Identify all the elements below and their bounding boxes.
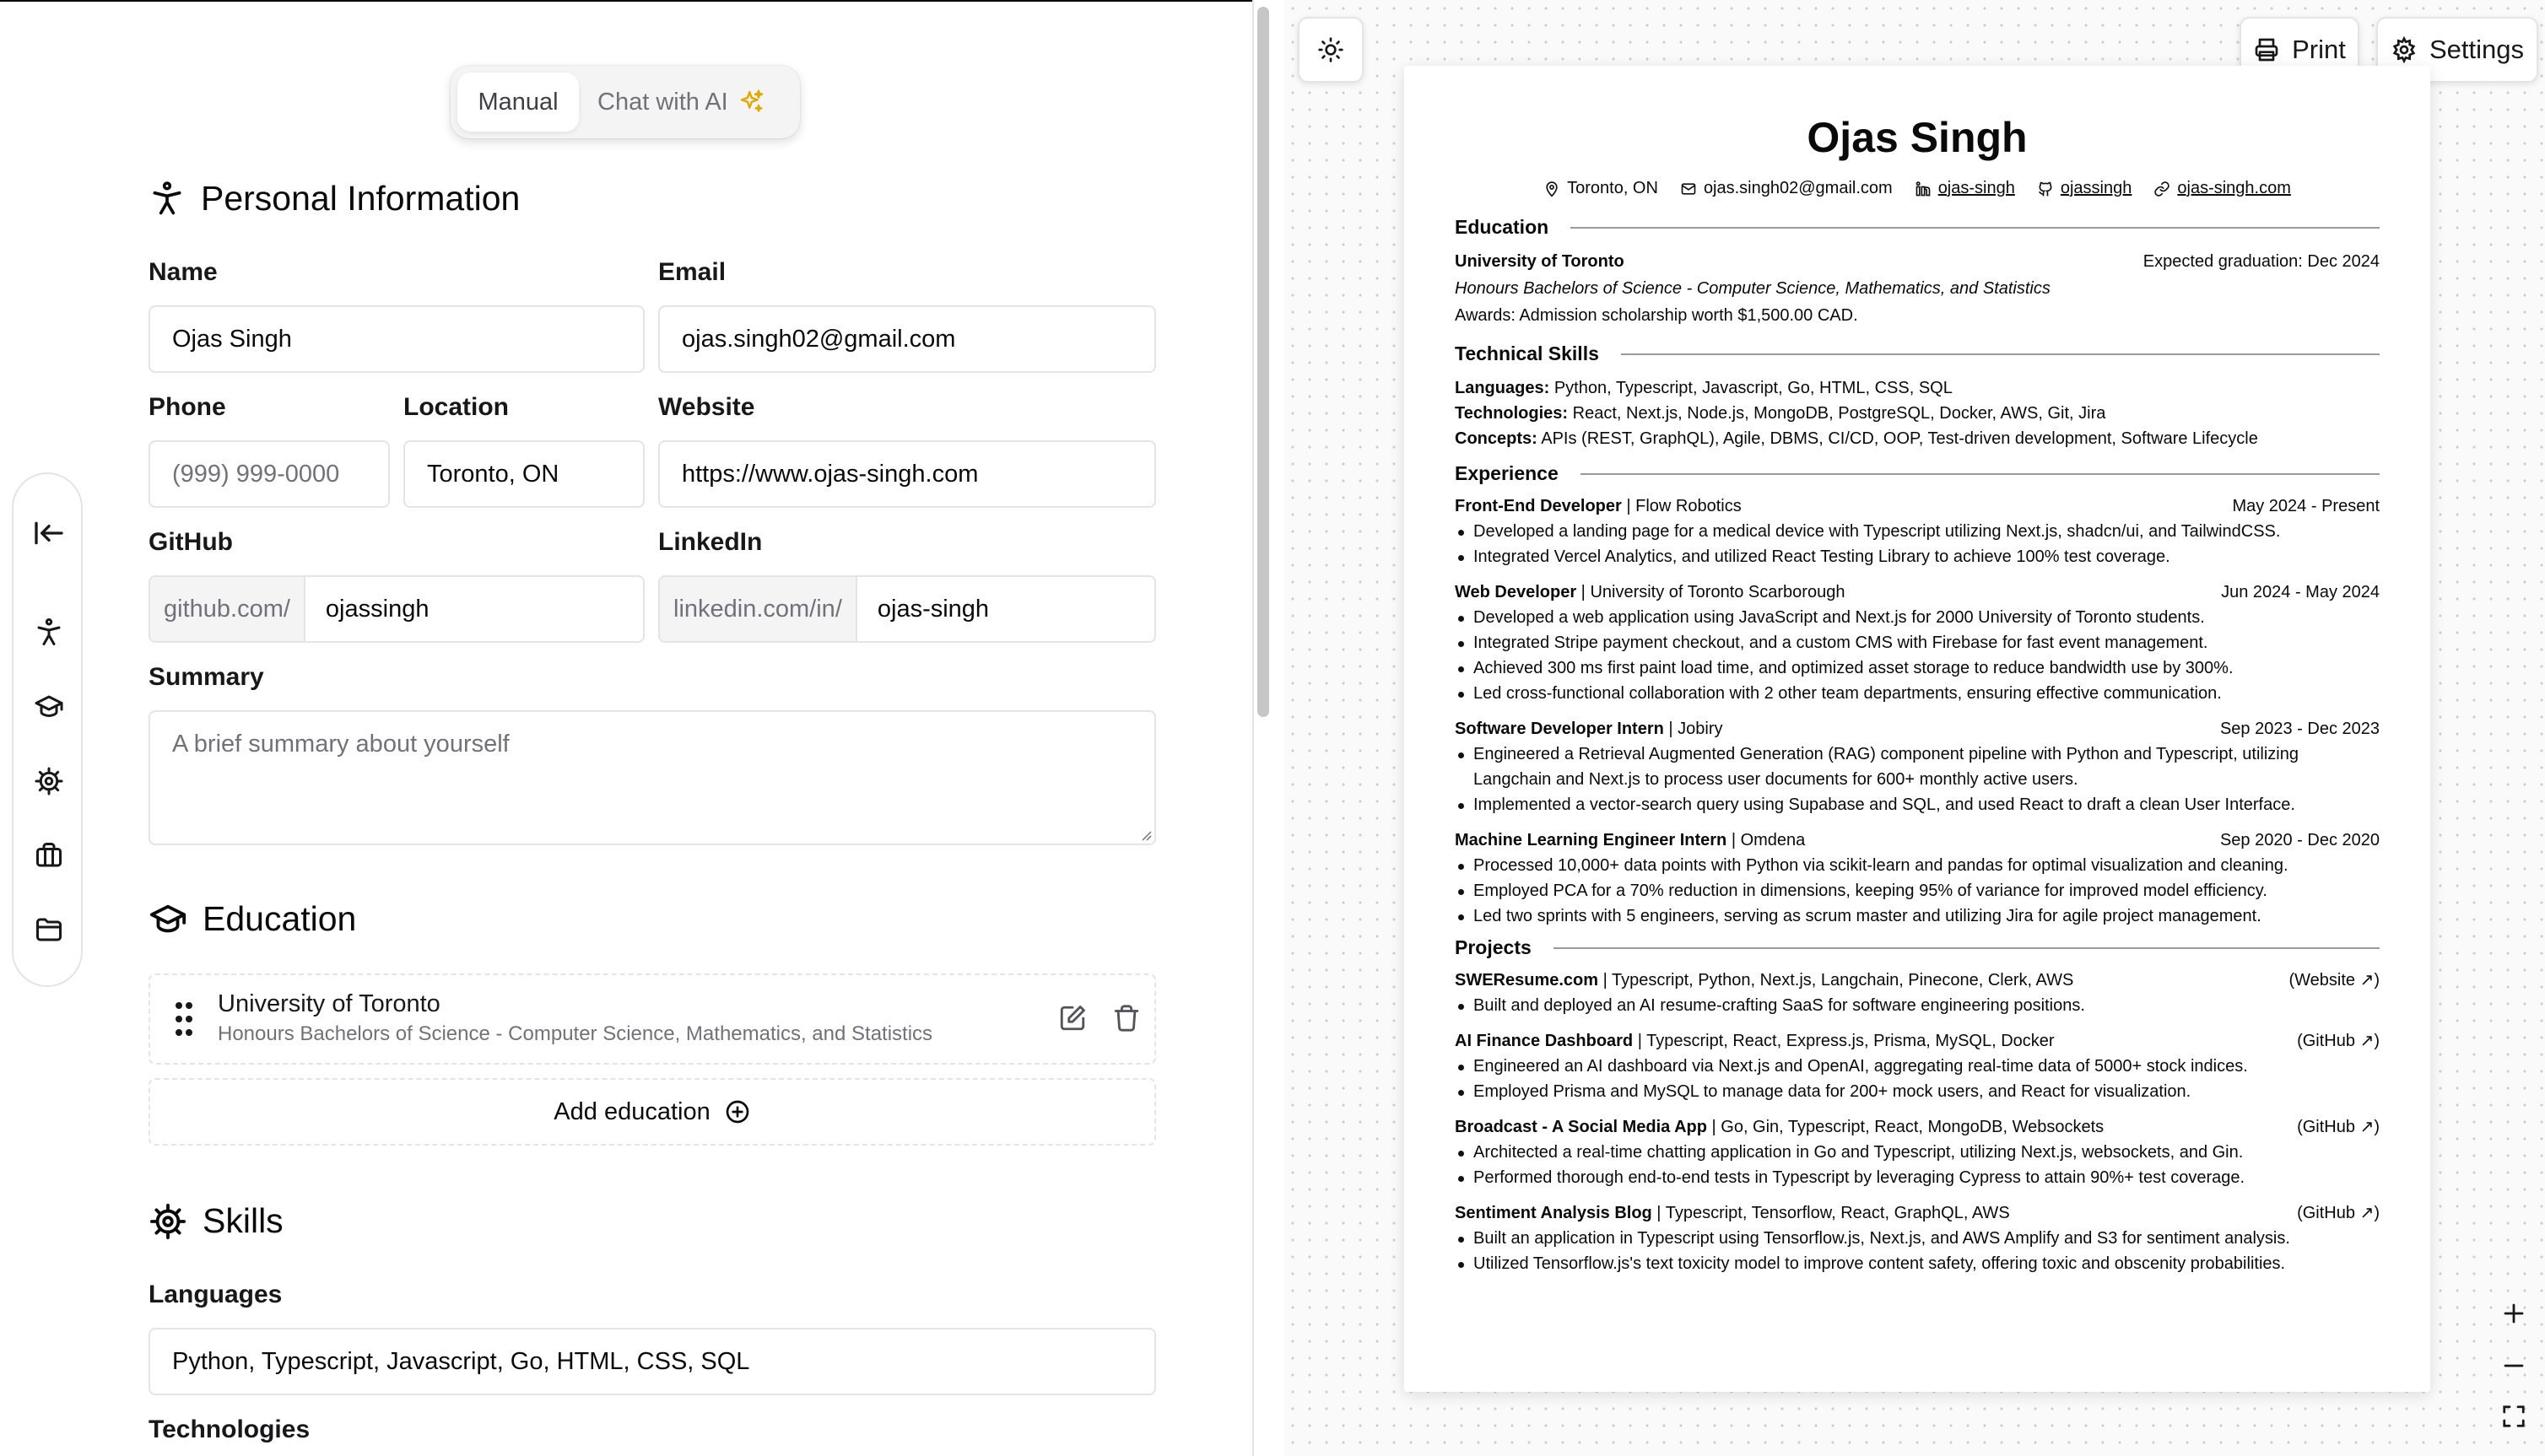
experience-date: Sep 2023 - Dec 2023 bbox=[2219, 720, 2380, 738]
experience-row: Front-End Developer | Flow Robotics May 2024 - Present bbox=[1455, 497, 2380, 515]
education-entry-school: University of Toronto bbox=[218, 990, 440, 1017]
linkedin-prefix: linkedin.com/in/ bbox=[660, 577, 857, 641]
experience-role: Web Developer bbox=[1455, 583, 1577, 601]
theme-toggle-button[interactable] bbox=[1298, 17, 1364, 83]
personal-section-title: Personal Information bbox=[201, 179, 521, 218]
education-section-heading bbox=[149, 899, 356, 939]
section-rule bbox=[1580, 473, 2380, 475]
resume-projects-heading bbox=[1455, 936, 2380, 959]
resume-edu-awards: Awards: Admission scholarship worth $1,500.00 CAD. bbox=[1455, 306, 1858, 325]
education-section-title: Education bbox=[203, 899, 357, 938]
name-label: Name bbox=[149, 258, 218, 286]
summary-label: Summary bbox=[149, 663, 264, 691]
project-name: SWEResume.com bbox=[1455, 971, 1599, 990]
phone-label: Phone bbox=[149, 393, 226, 421]
experience-bullet: Processed 10,000+ data points with Python via scikit-learn and pandas for optimal visualization and cleaning. bbox=[1455, 855, 2288, 877]
resume-education-heading bbox=[1455, 216, 2380, 239]
resume-skill-row bbox=[1455, 429, 2380, 450]
name-input[interactable]: Ojas Singh bbox=[149, 305, 645, 373]
skill-value: Python, Typescript, Javascript, Go, HTML, CSS, SQL bbox=[1553, 379, 1953, 397]
github-prefix: github.com/ bbox=[150, 577, 305, 641]
plus-circle-icon bbox=[724, 1098, 751, 1125]
experience-role: Machine Learning Engineer Intern bbox=[1455, 831, 1727, 849]
project-link[interactable]: (GitHub ↗) bbox=[2297, 1032, 2380, 1050]
project-bullet: Employed Prisma and MySQL to manage data for 200+ mock users, and React for visualization. bbox=[1455, 1081, 2191, 1103]
link-icon bbox=[2153, 181, 2170, 197]
chat-with-ai-tab[interactable] bbox=[586, 73, 777, 132]
arrow-up-right-icon: ↗ bbox=[2359, 1118, 2375, 1136]
project-link[interactable]: (GitHub ↗) bbox=[2297, 1204, 2380, 1222]
education-entry-degree: Honours Bachelors of Science - Computer Science, Mathematics, and Statistics bbox=[218, 1022, 933, 1045]
resume-contact bbox=[1404, 179, 2430, 198]
project-row: Broadcast - A Social Media App | Go, Gin, Typescript, React, MongoDB, Websockets (GitHub ↗) bbox=[1455, 1118, 2380, 1136]
gear-icon bbox=[2391, 36, 2418, 63]
folder-icon[interactable] bbox=[30, 911, 68, 948]
project-row: SWEResume.com | Typescript, Python, Next.js, Langchain, Pinecone, Clerk, AWS (Website ↗) bbox=[1455, 971, 2380, 990]
linkedin-label: LinkedIn bbox=[658, 528, 763, 556]
email-label: Email bbox=[658, 258, 727, 286]
project-bullet: Architected a real-time chatting application in Go and Typescript, utilizing Next.js, websockets, and Gin. bbox=[1455, 1142, 2243, 1164]
resume-experience-heading bbox=[1455, 462, 2380, 485]
project-bullet: Performed thorough end-to-end tests in Typescript by leveraging Cypress to attain 90%+ test coverage. bbox=[1455, 1167, 2245, 1189]
experience-bullet: Developed a landing page for a medical device with Typescript utilizing Next.js, shadcn/ui, and TailwindCSS. bbox=[1455, 521, 2280, 543]
project-stack: Go, Gin, Typescript, React, MongoDB, Websockets bbox=[1721, 1118, 2105, 1136]
print-label: Print bbox=[2292, 35, 2346, 64]
section-nav bbox=[12, 472, 83, 987]
accessibility-icon bbox=[149, 181, 186, 218]
skill-label: Technologies: bbox=[1455, 404, 1569, 423]
chat-tab-label: Chat with AI bbox=[597, 88, 728, 116]
linkedin-icon bbox=[1915, 181, 1932, 197]
resume-education-heading-text: Education bbox=[1455, 216, 1549, 238]
graduation-cap-icon bbox=[149, 900, 187, 939]
trash-icon[interactable] bbox=[1112, 1004, 1141, 1033]
scrollbar-thumb[interactable] bbox=[1257, 7, 1269, 717]
experience-role: Front-End Developer bbox=[1455, 497, 1622, 515]
experience-bullet: Engineered a Retrieval Augmented Generation (RAG) component pipeline with Python and Typescript, utilizing bbox=[1455, 744, 2299, 766]
resume-page bbox=[1404, 66, 2430, 1392]
project-link-label: GitHub bbox=[2302, 1204, 2355, 1222]
settings-label: Settings bbox=[2429, 35, 2524, 64]
project-bullet: Built an application in Typescript using Tensorflow.js, Next.js, and AWS Amplify and S3 for sentiment analysis. bbox=[1455, 1228, 2290, 1250]
resume-projects-heading-text: Projects bbox=[1455, 936, 1532, 958]
project-link[interactable]: (Website ↗) bbox=[2288, 971, 2380, 990]
cog-icon bbox=[149, 1202, 187, 1241]
contact-linkedin[interactable] bbox=[1915, 179, 2015, 198]
personal-section-heading bbox=[149, 179, 520, 218]
project-link-label: GitHub bbox=[2302, 1118, 2355, 1136]
technologies-label: Technologies bbox=[149, 1416, 311, 1443]
editor-panel bbox=[0, 0, 1252, 1456]
accessibility-icon[interactable] bbox=[30, 614, 68, 651]
sun-icon bbox=[1317, 36, 1344, 63]
drag-handle-icon[interactable] bbox=[174, 1000, 194, 1038]
resume-skills-heading-text: Technical Skills bbox=[1455, 342, 1599, 364]
zoom-controls bbox=[2486, 1291, 2542, 1441]
resume-skill-row bbox=[1455, 378, 2380, 400]
contact-website[interactable] bbox=[2153, 179, 2291, 198]
phone-input[interactable]: (999) 999-0000 bbox=[149, 440, 390, 508]
section-rule bbox=[1621, 353, 2380, 355]
contact-location-text: Toronto, ON bbox=[1567, 179, 1658, 197]
project-bullet: Built and deployed an AI resume-crafting SaaS for software engineering positions. bbox=[1455, 995, 2085, 1017]
skill-value: React, Next.js, Node.js, MongoDB, PostgreSQL, Docker, AWS, Git, Jira bbox=[1572, 404, 2106, 423]
section-rule bbox=[1553, 947, 2380, 949]
project-link-label: GitHub bbox=[2302, 1032, 2355, 1050]
add-education-button[interactable] bbox=[149, 1078, 1156, 1146]
resume-skills-heading bbox=[1455, 342, 2380, 365]
contact-linkedin-text: ojas-singh bbox=[1937, 179, 2015, 197]
experience-bullet: Integrated Vercel Analytics, and utilized React Testing Library to achieve 100% test coverage. bbox=[1455, 547, 2170, 569]
project-link[interactable]: (GitHub ↗) bbox=[2297, 1118, 2380, 1136]
project-name: Sentiment Analysis Blog bbox=[1455, 1204, 1652, 1222]
location-label: Location bbox=[403, 393, 509, 421]
experience-bullet: Integrated Stripe payment checkout, and a custom CMS with Firebase for fast event management. bbox=[1455, 633, 2207, 655]
arrow-up-right-icon: ↗ bbox=[2359, 1032, 2375, 1050]
experience-bullet: Employed PCA for a 70% reduction in dimensions, keeping 95% of variance for improved model efficiency. bbox=[1455, 881, 2267, 903]
languages-label: Languages bbox=[149, 1281, 283, 1308]
arrow-up-right-icon: ↗ bbox=[2359, 1204, 2375, 1222]
experience-bullet: Led cross-functional collaboration with 2 other team departments, ensuring effective communication. bbox=[1455, 683, 2222, 705]
github-icon bbox=[2037, 181, 2054, 197]
fit-screen-icon[interactable] bbox=[2486, 1394, 2542, 1439]
contact-email[interactable] bbox=[1680, 179, 1893, 198]
skills-section-heading bbox=[149, 1201, 284, 1241]
website-input[interactable]: https://www.ojas-singh.com bbox=[658, 440, 1156, 508]
mode-toggle bbox=[451, 66, 800, 138]
resume-preview bbox=[1284, 0, 2545, 1456]
zoom-out-icon[interactable] bbox=[2486, 1343, 2542, 1389]
experience-org: Omdena bbox=[1740, 831, 1806, 849]
summary-textarea[interactable] bbox=[149, 710, 1156, 845]
top-border bbox=[0, 0, 1252, 2]
project-stack: Typescript, Python, Next.js, Langchain, Pinecone, Clerk, AWS bbox=[1612, 971, 2074, 990]
skill-value: APIs (REST, GraphQL), Agile, DBMS, CI/CD, OOP, Test-driven development, Software Lifecycle bbox=[1541, 429, 2258, 448]
experience-date: Sep 2020 - Dec 2020 bbox=[2219, 831, 2380, 849]
resume-name: Ojas Singh bbox=[1807, 114, 2028, 161]
experience-bullet: Implemented a vector-search query using Supabase and SQL, and used React to draft a clean User Interface. bbox=[1455, 795, 2295, 817]
experience-row: Software Developer Intern | Jobiry Sep 2023 - Dec 2023 bbox=[1455, 720, 2380, 738]
github-input[interactable] bbox=[149, 575, 645, 643]
email-input[interactable]: ojas.singh02@gmail.com bbox=[658, 305, 1156, 373]
resume-skill-row bbox=[1455, 403, 2380, 425]
linkedin-value: ojas-singh bbox=[877, 595, 990, 623]
project-stack: Typescript, Tensorflow, React, GraphQL, AWS bbox=[1665, 1204, 2010, 1222]
arrow-up-right-icon: ↗ bbox=[2359, 971, 2375, 990]
project-bullet: Utilized Tensorflow.js's text toxicity model to improve content safety, offering toxic and obscenity probabilities. bbox=[1455, 1254, 2285, 1275]
summary-placeholder: A brief summary about yourself bbox=[172, 731, 510, 758]
collapse-icon[interactable] bbox=[30, 515, 68, 552]
zoom-in-icon[interactable] bbox=[2486, 1291, 2542, 1336]
experience-row: Machine Learning Engineer Intern | Omdena Sep 2020 - Dec 2020 bbox=[1455, 831, 2380, 849]
skill-label: Concepts: bbox=[1455, 429, 1537, 448]
experience-bullet: Developed a web application using JavaScript and Next.js for 2000 University of Toronto students. bbox=[1455, 607, 2205, 629]
manual-tab[interactable] bbox=[457, 73, 579, 132]
resize-handle-icon[interactable] bbox=[1139, 828, 1153, 842]
experience-bullet: Led two sprints with 5 engineers, serving as scrum master and utilizing Jira for agile project management. bbox=[1455, 906, 2261, 928]
map-pin-icon bbox=[1543, 181, 1560, 197]
resume-edu-row bbox=[1455, 251, 2380, 273]
cog-icon[interactable] bbox=[30, 763, 68, 800]
project-row: AI Finance Dashboard | Typescript, React, Express.js, Prisma, MySQL, Docker (GitHub ↗) bbox=[1455, 1032, 2380, 1050]
sparkles-icon bbox=[738, 89, 765, 116]
experience-row: Web Developer | University of Toronto Scarborough Jun 2024 - May 2024 bbox=[1455, 583, 2380, 601]
resume-edu-school: University of Toronto bbox=[1455, 252, 1624, 271]
location-input[interactable]: Toronto, ON bbox=[403, 440, 645, 508]
project-link-label: Website bbox=[2294, 971, 2355, 990]
skill-label: Languages: bbox=[1455, 379, 1550, 397]
resume-edu-degree: Honours Bachelors of Science - Computer Science, Mathematics, and Statistics bbox=[1455, 279, 2051, 298]
github-value: ojassingh bbox=[325, 595, 430, 623]
contact-github-text: ojassingh bbox=[2060, 179, 2132, 197]
skills-section-title: Skills bbox=[203, 1201, 284, 1240]
experience-bullet-continued: Langchain and Next.js to process user documents for 600+ monthly active users. bbox=[1473, 770, 2078, 789]
experience-org: Flow Robotics bbox=[1635, 497, 1742, 515]
education-entry bbox=[149, 973, 1156, 1065]
experience-date: May 2024 - Present bbox=[2232, 497, 2380, 515]
project-bullet: Engineered an AI dashboard via Next.js and OpenAI, aggregating real-time data of 5000+ stock indices. bbox=[1455, 1056, 2248, 1078]
experience-role: Software Developer Intern bbox=[1455, 720, 1664, 738]
website-label: Website bbox=[658, 393, 755, 421]
github-label: GitHub bbox=[149, 528, 233, 556]
experience-bullet: Achieved 300 ms first paint load time, and optimized asset storage to reduce bandwidth use by 300%. bbox=[1455, 658, 2234, 680]
printer-icon bbox=[2253, 36, 2280, 63]
mail-icon bbox=[1680, 181, 1697, 197]
briefcase-icon[interactable] bbox=[30, 837, 68, 874]
project-name: Broadcast - A Social Media App bbox=[1455, 1118, 1707, 1136]
graduation-cap-icon[interactable] bbox=[30, 688, 68, 725]
add-education-label: Add education bbox=[554, 1097, 711, 1125]
contact-email-text: ojas.singh02@gmail.com bbox=[1703, 179, 1893, 197]
section-rule bbox=[1570, 227, 2380, 229]
project-row: Sentiment Analysis Blog | Typescript, Tensorflow, React, GraphQL, AWS (GitHub ↗) bbox=[1455, 1204, 2380, 1222]
contact-github[interactable] bbox=[2037, 179, 2132, 198]
resume-experience-heading-text: Experience bbox=[1455, 462, 1559, 484]
experience-org: University of Toronto Scarborough bbox=[1590, 583, 1845, 601]
project-name: AI Finance Dashboard bbox=[1455, 1032, 1634, 1050]
linkedin-input[interactable] bbox=[658, 575, 1156, 643]
manual-tab-label: Manual bbox=[478, 88, 559, 116]
project-stack: Typescript, React, Express.js, Prisma, MySQL, Docker bbox=[1646, 1032, 2055, 1050]
contact-location bbox=[1543, 179, 1658, 198]
contact-website-text: ojas-singh.com bbox=[2177, 179, 2291, 197]
edit-icon[interactable] bbox=[1058, 1004, 1087, 1033]
experience-date: Jun 2024 - May 2024 bbox=[2221, 583, 2380, 601]
resume-edu-date: Expected graduation: Dec 2024 bbox=[2142, 252, 2380, 271]
languages-input[interactable]: Python, Typescript, Javascript, Go, HTML, CSS, SQL bbox=[149, 1328, 1156, 1395]
experience-org: Jobiry bbox=[1678, 720, 1723, 738]
